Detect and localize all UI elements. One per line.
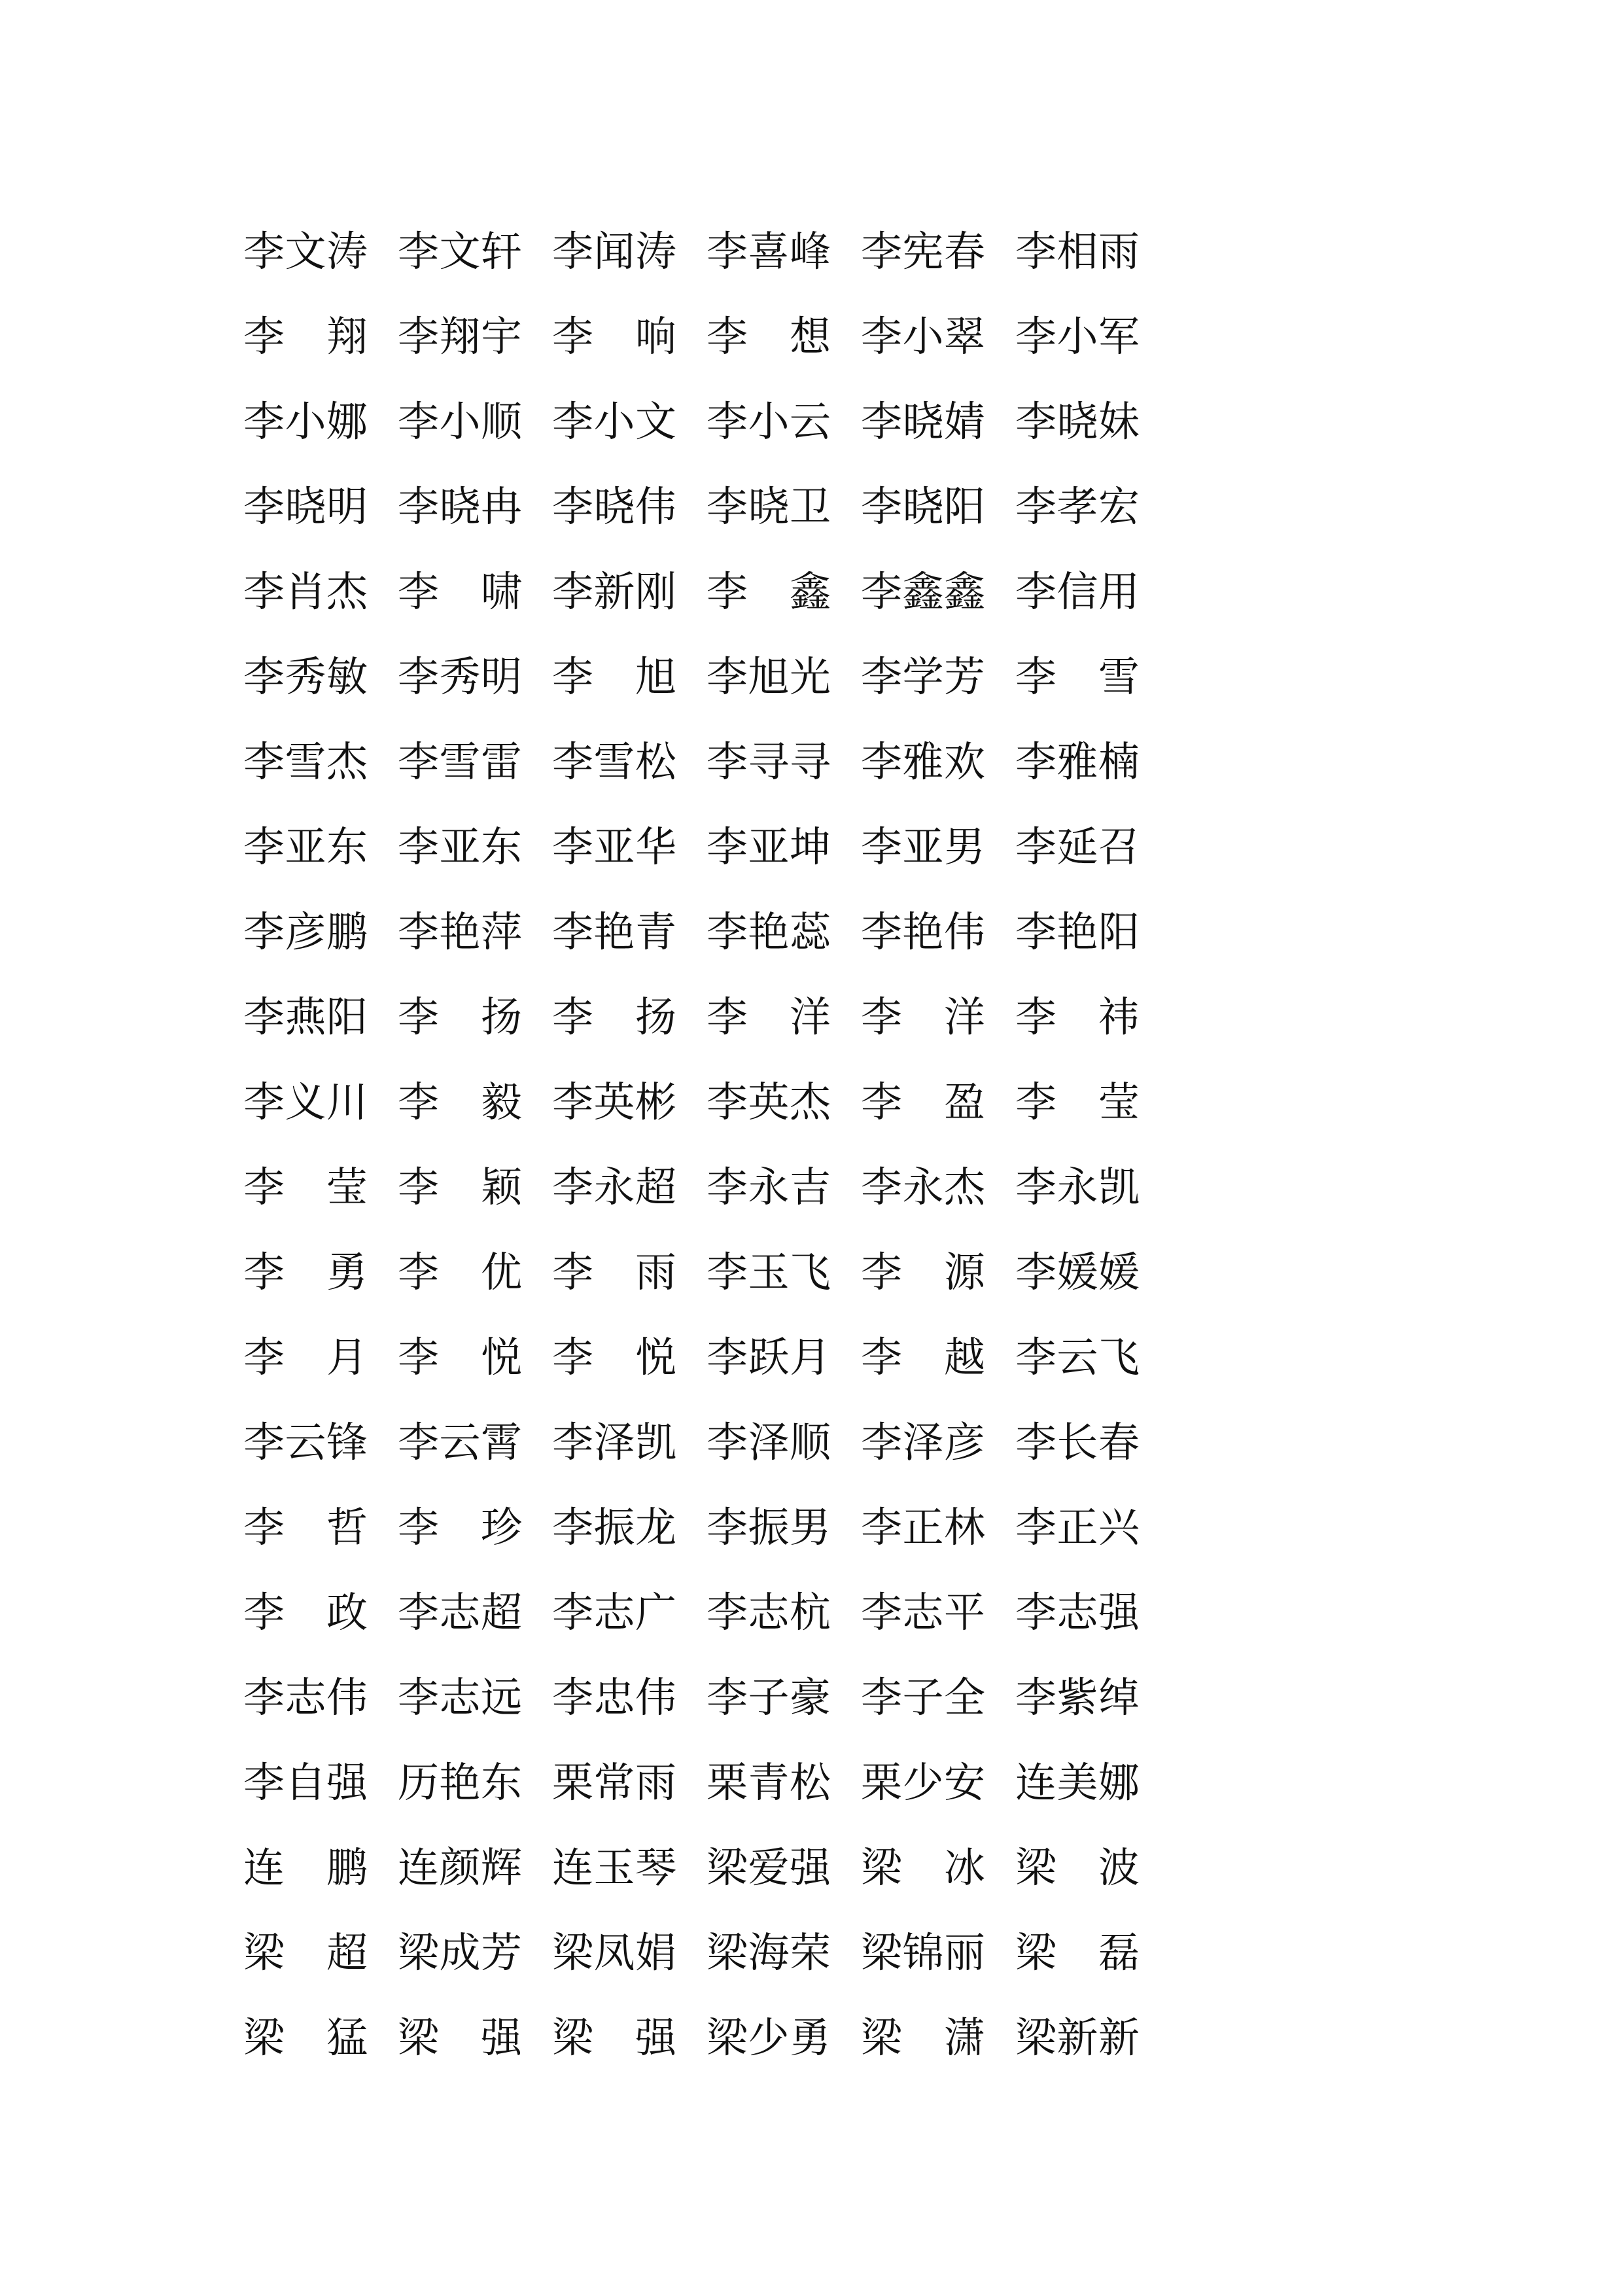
name-entry: 梁 磊 xyxy=(1015,1928,1140,1977)
name-entry: 李 月 xyxy=(243,1333,368,1381)
name-entry: 李 喜 峰 xyxy=(707,227,831,275)
name-entry: 李 紫 绰 xyxy=(1015,1673,1140,1722)
name-row xyxy=(243,1740,1185,1825)
name-entry: 李 啸 xyxy=(398,567,522,616)
name-entry: 李 泽 彦 xyxy=(861,1418,985,1466)
name-entry: 李 永 超 xyxy=(552,1163,676,1211)
name-row xyxy=(243,294,1185,379)
name-entry: 李 宪 春 xyxy=(861,227,985,275)
name-row xyxy=(243,1910,1185,1995)
name-entry: 李 雪 松 xyxy=(552,737,676,786)
name-entry: 李 玉 飞 xyxy=(707,1248,831,1296)
name-entry: 梁 强 xyxy=(398,2013,522,2062)
name-entry: 李 云 飞 xyxy=(1015,1333,1140,1381)
name-entry: 李 子 全 xyxy=(861,1673,985,1722)
name-entry: 李 鑫 xyxy=(707,567,831,616)
name-entry: 李 洋 xyxy=(707,993,831,1041)
name-entry: 李 泽 顺 xyxy=(707,1418,831,1466)
name-entry: 李 勇 xyxy=(243,1248,368,1296)
name-entry: 李 永 杰 xyxy=(861,1163,985,1211)
name-entry: 梁 波 xyxy=(1015,1843,1140,1892)
name-entry: 梁 强 xyxy=(552,2013,676,2062)
name-entry: 李 雪 雷 xyxy=(398,737,522,786)
name-entry: 李 莹 xyxy=(243,1163,368,1211)
name-entry: 李 肖 杰 xyxy=(243,567,368,616)
name-entry: 梁 凤 娟 xyxy=(552,1928,676,1977)
name-entry: 李 翔 xyxy=(243,312,368,361)
name-entry: 李 雪 杰 xyxy=(243,737,368,786)
name-entry: 梁 新 新 xyxy=(1015,2013,1140,2062)
name-entry: 李 秀 明 xyxy=(398,652,522,701)
name-entry: 历 艳 东 xyxy=(398,1758,522,1807)
name-entry: 梁 潇 xyxy=(861,2013,985,2062)
name-entry: 李 忠 伟 xyxy=(552,1673,676,1722)
name-entry: 李 永 凯 xyxy=(1015,1163,1140,1211)
name-entry: 李 晓 阳 xyxy=(861,482,985,531)
name-entry: 李 亚 男 xyxy=(861,822,985,871)
name-entry: 李 志 广 xyxy=(552,1588,676,1636)
name-entry: 连 颜 辉 xyxy=(398,1843,522,1892)
name-entry: 梁 超 xyxy=(243,1928,368,1977)
name-entry: 李 哲 xyxy=(243,1503,368,1551)
name-entry: 李 洋 xyxy=(861,993,985,1041)
name-row xyxy=(243,974,1185,1059)
name-entry: 李 晓 冉 xyxy=(398,482,522,531)
name-entry: 李 毅 xyxy=(398,1078,522,1126)
name-entry: 李 义 川 xyxy=(243,1078,368,1126)
name-row xyxy=(243,549,1185,634)
name-entry: 李 振 男 xyxy=(707,1503,831,1551)
name-row xyxy=(243,1485,1185,1570)
name-entry: 李 云 霄 xyxy=(398,1418,522,1466)
name-entry: 李 翔 宇 xyxy=(398,312,522,361)
name-entry: 李 子 豪 xyxy=(707,1673,831,1722)
name-entry: 李 旭 xyxy=(552,652,676,701)
name-entry: 李 越 xyxy=(861,1333,985,1381)
name-entry: 李 媛 媛 xyxy=(1015,1248,1140,1296)
name-entry: 李 艳 伟 xyxy=(861,908,985,956)
name-entry: 李 英 彬 xyxy=(552,1078,676,1126)
name-entry: 李 寻 寻 xyxy=(707,737,831,786)
name-entry: 李 艳 青 xyxy=(552,908,676,956)
name-entry: 李 响 xyxy=(552,312,676,361)
name-entry: 李 小 云 xyxy=(707,397,831,446)
name-entry: 梁 海 荣 xyxy=(707,1928,831,1977)
name-entry: 连 鹏 xyxy=(243,1843,368,1892)
name-entry: 李 政 xyxy=(243,1588,368,1636)
name-entry: 李 文 涛 xyxy=(243,227,368,275)
name-entry: 梁 锦 丽 xyxy=(861,1928,985,1977)
name-entry: 李 燕 阳 xyxy=(243,993,368,1041)
name-entry: 李 悦 xyxy=(552,1333,676,1381)
name-entry: 李 自 强 xyxy=(243,1758,368,1807)
name-entry: 李 亚 东 xyxy=(398,822,522,871)
name-entry: 李 源 xyxy=(861,1248,985,1296)
name-entry: 李 信 用 xyxy=(1015,567,1140,616)
name-entry: 李 雪 xyxy=(1015,652,1140,701)
name-entry: 梁 爱 强 xyxy=(707,1843,831,1892)
name-row xyxy=(243,1315,1185,1400)
name-entry: 李 颖 xyxy=(398,1163,522,1211)
name-entry: 李 晓 卫 xyxy=(707,482,831,531)
name-row xyxy=(243,719,1185,804)
name-row xyxy=(243,464,1185,549)
name-entry: 李 悦 xyxy=(398,1333,522,1381)
name-row xyxy=(243,1229,1185,1315)
name-entry: 李 学 芳 xyxy=(861,652,985,701)
name-entry: 李 小 顺 xyxy=(398,397,522,446)
name-entry: 李 秀 敏 xyxy=(243,652,368,701)
name-row xyxy=(243,1059,1185,1144)
name-entry: 李 亚 坤 xyxy=(707,822,831,871)
name-entry: 李 延 召 xyxy=(1015,822,1140,871)
name-entry: 梁 少 勇 xyxy=(707,2013,831,2062)
name-entry: 李 孝 宏 xyxy=(1015,482,1140,531)
name-entry: 李 晓 明 xyxy=(243,482,368,531)
name-entry: 李 优 xyxy=(398,1248,522,1296)
name-entry: 李 志 超 xyxy=(398,1588,522,1636)
name-row xyxy=(243,1400,1185,1485)
name-entry: 李 正 林 xyxy=(861,1503,985,1551)
name-entry: 李 小 军 xyxy=(1015,312,1140,361)
name-entry: 李 英 杰 xyxy=(707,1078,831,1126)
name-entry: 李 珍 xyxy=(398,1503,522,1551)
name-entry: 李 雅 欢 xyxy=(861,737,985,786)
name-entry: 李 志 远 xyxy=(398,1673,522,1722)
name-row xyxy=(243,1144,1185,1229)
name-entry: 李 鑫 鑫 xyxy=(861,567,985,616)
name-entry: 李 泽 凯 xyxy=(552,1418,676,1466)
name-entry: 李 正 兴 xyxy=(1015,1503,1140,1551)
name-entry: 李 彦 鹏 xyxy=(243,908,368,956)
name-row xyxy=(243,209,1185,294)
name-entry: 李 雨 xyxy=(552,1248,676,1296)
name-list xyxy=(243,209,1185,2080)
name-entry: 李 雅 楠 xyxy=(1015,737,1140,786)
name-entry: 李 相 雨 xyxy=(1015,227,1140,275)
name-entry: 李 亚 华 xyxy=(552,822,676,871)
name-entry: 李 艳 阳 xyxy=(1015,908,1140,956)
name-entry: 李 小 翠 xyxy=(861,312,985,361)
name-entry: 李 云 锋 xyxy=(243,1418,368,1466)
name-entry: 李 志 杭 xyxy=(707,1588,831,1636)
name-row xyxy=(243,889,1185,974)
name-entry: 李 长 春 xyxy=(1015,1418,1140,1466)
name-entry: 李 文 轩 xyxy=(398,227,522,275)
name-row xyxy=(243,1825,1185,1910)
name-entry: 栗 常 雨 xyxy=(552,1758,676,1807)
name-entry: 李 志 强 xyxy=(1015,1588,1140,1636)
name-entry: 李 扬 xyxy=(552,993,676,1041)
name-entry: 李 艳 萍 xyxy=(398,908,522,956)
name-entry: 连 美 娜 xyxy=(1015,1758,1140,1807)
name-entry: 李 永 吉 xyxy=(707,1163,831,1211)
name-entry: 李 旭 光 xyxy=(707,652,831,701)
name-entry: 李 祎 xyxy=(1015,993,1140,1041)
name-entry: 李 想 xyxy=(707,312,831,361)
name-entry: 李 晓 婧 xyxy=(861,397,985,446)
name-row xyxy=(243,379,1185,464)
name-entry: 李 亚 东 xyxy=(243,822,368,871)
name-entry: 李 晓 妹 xyxy=(1015,397,1140,446)
name-entry: 连 玉 琴 xyxy=(552,1843,676,1892)
name-entry: 李 振 龙 xyxy=(552,1503,676,1551)
name-entry: 李 新 刚 xyxy=(552,567,676,616)
name-row xyxy=(243,1655,1185,1740)
name-entry: 李 志 伟 xyxy=(243,1673,368,1722)
name-entry: 李 闻 涛 xyxy=(552,227,676,275)
name-entry: 栗 少 安 xyxy=(861,1758,985,1807)
name-entry: 李 小 娜 xyxy=(243,397,368,446)
name-row xyxy=(243,1570,1185,1655)
name-entry: 李 盈 xyxy=(861,1078,985,1126)
name-entry: 李 艳 蕊 xyxy=(707,908,831,956)
name-entry: 梁 成 芳 xyxy=(398,1928,522,1977)
name-entry: 李 小 文 xyxy=(552,397,676,446)
name-entry: 李 跃 月 xyxy=(707,1333,831,1381)
name-entry: 栗 青 松 xyxy=(707,1758,831,1807)
name-entry: 梁 猛 xyxy=(243,2013,368,2062)
name-row xyxy=(243,804,1185,889)
name-entry: 李 扬 xyxy=(398,993,522,1041)
name-entry: 梁 冰 xyxy=(861,1843,985,1892)
name-row xyxy=(243,1995,1185,2080)
name-row xyxy=(243,634,1185,719)
name-entry: 李 志 平 xyxy=(861,1588,985,1636)
name-entry: 李 莹 xyxy=(1015,1078,1140,1126)
name-entry: 李 晓 伟 xyxy=(552,482,676,531)
